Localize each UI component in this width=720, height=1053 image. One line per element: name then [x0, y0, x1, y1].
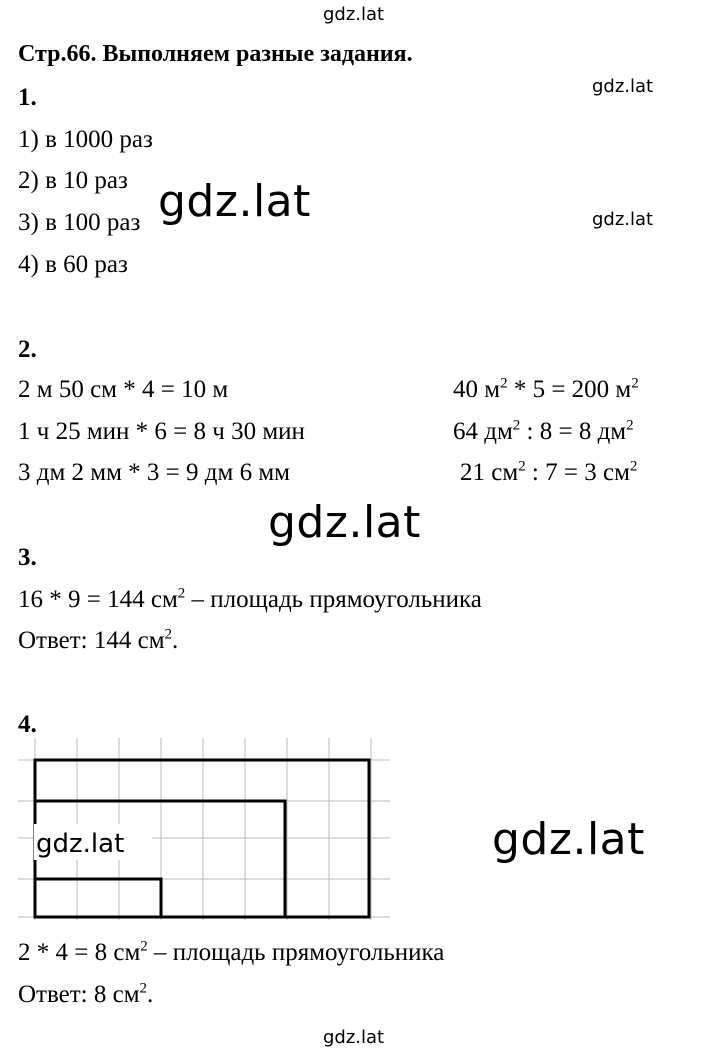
- page-title: Стр.66. Выполняем разные задания.: [18, 41, 413, 67]
- rectangle-small: [35, 879, 161, 917]
- task2-left-1: 2 м 50 см * 4 = 10 м: [18, 376, 229, 403]
- watermark-grid: gdz.lat: [36, 829, 125, 859]
- watermark-right-2: gdz.lat: [592, 209, 654, 230]
- watermark-right-1: gdz.lat: [592, 76, 654, 97]
- task2-right-3: 21 $см^2$ : 7 = 3 $см^2$: [460, 458, 638, 486]
- grid-drawing: [18, 738, 390, 920]
- watermark-bottom: gdz.lat: [323, 1027, 385, 1048]
- grid-figure: [18, 738, 390, 920]
- watermark-big-2: gdz.lat: [268, 497, 421, 548]
- task4-solution: 2 * 4 = 8 $см^2$ – площадь прямоугольника: [18, 938, 445, 966]
- task1-number: 1.: [18, 84, 37, 111]
- watermark-big-3: gdz.lat: [492, 814, 645, 865]
- task1-answer-4: 4) в 60 раз: [18, 251, 128, 278]
- task2-right-2: 64 $дм^2$ : 8 = 8 $дм^2$: [453, 417, 634, 445]
- task1-answer-2: 2) в 10 раз: [18, 167, 128, 194]
- task3-number: 3.: [18, 544, 37, 571]
- task3-solution: 16 * 9 = 144 $см^2$ – площадь прямоугольника: [18, 585, 482, 613]
- task1-answer-3: 3) в 100 раз: [18, 209, 141, 236]
- task4-number: 4.: [18, 711, 37, 738]
- task2-number: 2.: [18, 336, 37, 363]
- watermark-top: gdz.lat: [323, 4, 385, 25]
- task2-right-1: 40 $м^2 * 5 = 200$ $м^2$: [453, 375, 639, 403]
- task1-answer-1: 1) в 1000 раз: [18, 126, 153, 153]
- task3-answer: Ответ: 144 $см^2$.: [18, 626, 179, 654]
- task2-left-2: 1 ч 25 мин * 6 = 8 ч 30 мин: [18, 418, 305, 445]
- task2-left-3: 3 дм 2 мм * 3 = 9 дм 6 мм: [18, 459, 290, 486]
- task4-answer: Ответ: 8 $см^2$.: [18, 980, 154, 1008]
- watermark-big-1: gdz.lat: [158, 176, 311, 227]
